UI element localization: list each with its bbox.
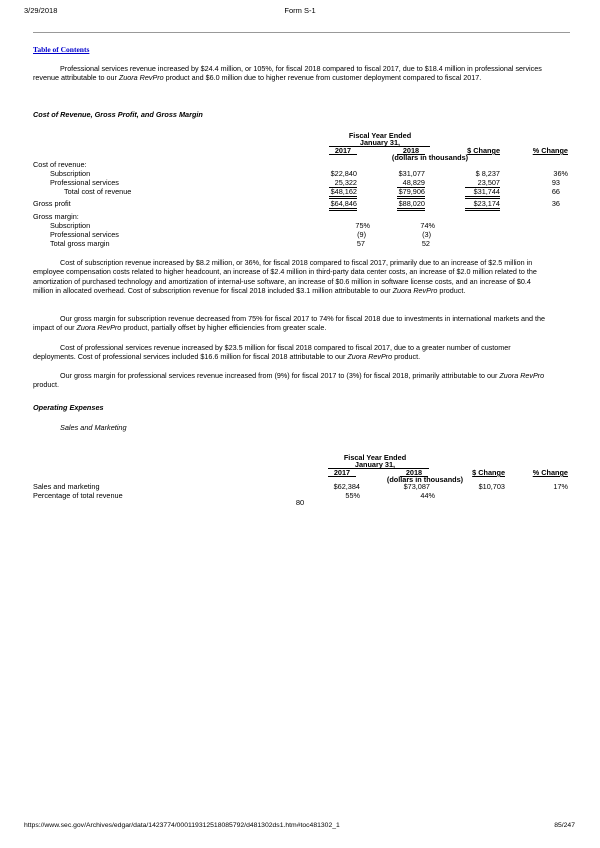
cost-cell-2018: $88,020: [398, 199, 425, 208]
cost-cell-2017: $64,846: [330, 199, 357, 208]
paragraph-professional-services-gross-margin: [33, 371, 553, 390]
cost-cell-2018: $31,077: [398, 169, 425, 178]
table-of-contents-link[interactable]: Table of Contents: [33, 45, 90, 54]
paragraph-professional-services-revenue: [33, 64, 553, 83]
sm-cell-2017: 55%: [345, 491, 360, 500]
col-2018-header: 2018: [405, 468, 423, 477]
p5-text: Our gross margin for professional services revenue increased from (9%) for fiscal 2017 to (3%) for fiscal 2018, primarily attributable to our Zuora RevPro product.: [33, 371, 545, 390]
footer-page-count: 85/247: [554, 822, 575, 829]
total-double-rule: [397, 210, 425, 211]
units-label: (dollars in thousands): [386, 475, 464, 484]
margin-cell-2017: 75%: [355, 221, 370, 230]
cost-row-label: Professional services: [50, 230, 119, 239]
cost-row-label: Subscription: [50, 221, 91, 230]
margin-cell-2018: (3): [422, 230, 431, 239]
cost-row-label: Gross margin:: [33, 212, 79, 221]
margin-cell-2017: (9): [357, 230, 366, 239]
january-31-label: January 31,: [354, 460, 396, 469]
print-date: 3/29/2018: [24, 6, 58, 15]
cost-cell-dchange: $31,744: [473, 187, 500, 196]
total-double-rule: [329, 208, 357, 209]
col-2017-header: 2017: [333, 468, 351, 477]
col-percent-change-header: [520, 146, 568, 155]
sm-row-label: Sales and marketing: [33, 482, 100, 491]
percent-change-text: % Change: [532, 468, 568, 477]
sm-cell-pchange: 17%: [553, 482, 568, 491]
total-double-rule: [465, 208, 500, 209]
cost-cell-2018: $79,906: [398, 187, 425, 196]
margin-cell-2017: 57: [356, 239, 365, 248]
sm-cell-2017: $62,384: [333, 482, 360, 491]
cost-cell-dchange: $ 8,237: [475, 169, 500, 178]
sm-cell-dchange: $10,703: [478, 482, 505, 491]
total-double-rule: [329, 196, 357, 197]
footer-url: https://www.sec.gov/Archives/edgar/data/1423774/000119312518085792/d481302ds1.htm#toc481302_1: [24, 822, 340, 829]
cost-cell-dchange: $23,174: [473, 199, 500, 208]
cost-row-label: Subscription: [50, 169, 91, 178]
sm-cell-2018: 44%: [420, 491, 435, 500]
dollar-change-text: $ Change: [472, 468, 505, 477]
total-double-rule: [397, 196, 425, 197]
dollar-change-text: $ Change: [467, 146, 500, 155]
sales-and-marketing-subheading: Sales and Marketing: [60, 423, 127, 432]
cost-row-label: Total gross margin: [50, 239, 110, 248]
col-2017-header: 2017: [334, 146, 352, 155]
cost-cell-pchange: 36: [551, 199, 560, 208]
p1-text: Professional services revenue increased by $24.4 million, or 105%, for fiscal 2018 compared to fiscal 2017, due to $18.4 million in professional services revenue attributable to our Zuora RevPro product and $6.0 million due to higher revenue from customer deployment compared to fiscal 2017.: [33, 64, 542, 83]
cost-cell-pchange: 93: [551, 178, 560, 187]
p4-text: Cost of professional services revenue increased by $23.5 million for fiscal 2018 compared to fiscal 2017, due to a greater number of customer deployments. Cost of professional services included $16.6 million for fiscal 2018 attributable to our Zuora RevPro product.: [33, 343, 511, 362]
cost-row-label: Professional services: [50, 178, 119, 187]
cost-cell-pchange: 66: [551, 187, 560, 196]
margin-cell-2018: 74%: [420, 221, 435, 230]
document-title: Form S-1: [284, 6, 316, 15]
sm-row-label: Percentage of total revenue: [33, 491, 123, 500]
header-divider: [33, 32, 570, 33]
total-double-rule: [397, 208, 425, 209]
col-2017-rule: [329, 154, 357, 155]
margin-cell-2018: 52: [421, 239, 430, 248]
sm-cell-2018: $73,087: [403, 482, 430, 491]
paragraph-subscription-gross-margin: [33, 314, 553, 333]
col-2017-rule: [328, 476, 356, 477]
cost-cell-2018: 48,829: [402, 178, 425, 187]
fiscal-year-ended-label: Fiscal Year Ended: [343, 453, 407, 462]
col-percent-change-header: [520, 468, 568, 477]
total-double-rule: [329, 210, 357, 211]
cost-cell-dchange: 23,507: [477, 178, 500, 187]
total-double-rule: [465, 196, 500, 197]
page-number: 80: [295, 498, 305, 507]
percent-change-text: % Change: [532, 146, 568, 155]
cost-cell-2017: 25,322: [334, 178, 357, 187]
paragraph-cost-of-subscription: [33, 258, 553, 295]
cost-row-label: Cost of revenue:: [33, 160, 87, 169]
cost-cell-2017: $22,840: [330, 169, 357, 178]
total-double-rule: [465, 210, 500, 211]
paragraph-cost-of-professional-services: [33, 343, 553, 362]
units-label: (dollars in thousands): [391, 153, 469, 162]
cost-row-label: Total cost of revenue: [64, 187, 132, 196]
fiscal-year-ended-label: Fiscal Year Ended: [348, 131, 412, 140]
january-31-label: January 31,: [359, 138, 401, 147]
cost-cell-pchange: 36%: [553, 169, 568, 178]
cost-row-label: Gross profit: [33, 199, 71, 208]
p3-text: Our gross margin for subscription revenue decreased from 75% for fiscal 2017 to 74% for fiscal 2018 due to investments in international markets and the impact of our Zuora RevPro product, partially offset by higher efficiencies from greater scale.: [33, 314, 546, 333]
col-2018-header: 2018: [402, 146, 420, 155]
operating-expenses-heading: Operating Expenses: [33, 403, 104, 412]
cost-cell-2017: $48,162: [330, 187, 357, 196]
p2-text: Cost of subscription revenue increased by $8.2 million, or 36%, for fiscal 2018 compared to fiscal 2017, primarily due to an increase of $2.5 million in employee compensation costs related to higher headcount, an increase of $2.4 million in third-party data center costs, an increase of $2.0 million related to the amortization of purchased technology and amortization of internal-use software, an increase of $0.6 million in software license costs, and an increase of $0.4 million in allocated overhead. Cost of subscription revenue for fiscal 2018 included $3.1 million attributable to our Zuora RevPro product.: [33, 258, 537, 295]
cost-of-revenue-heading: Cost of Revenue, Gross Profit, and Gross Margin: [33, 110, 203, 119]
